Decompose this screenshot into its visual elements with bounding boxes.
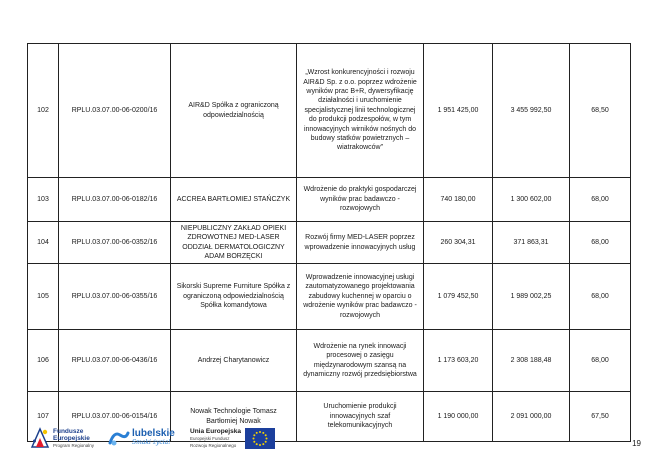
project-title: Wdrożenie na rynek innowacji procesowej o zasięgu międzynarodowym szansą na dynamiczny rozwój przedsiębiorstwa (297, 330, 424, 392)
page-number: 19 (632, 439, 641, 448)
beneficiary: Nowak Technologie Tomasz Bartłomiej Nowak (171, 392, 297, 442)
project-number: RPLU.03.07.00-06-0200/16 (59, 44, 171, 178)
project-title: Wprowadzenie innowacyjnej usługi zautomatyzowanego projektowania zabudowy kuchennej w oparciu o wdrożenie wyników prac badawczo - rozwojowych (297, 264, 424, 330)
funding-amount: 1 190 000,00 (424, 392, 493, 442)
beneficiary: ACCREA BARTŁOMIEJ STAŃCZYK (171, 178, 297, 222)
unia-europejska-logo (190, 428, 275, 449)
fe-line1: Fundusze (53, 427, 84, 435)
total-value: 1 989 002,25 (493, 264, 570, 330)
row-number: 103 (28, 178, 59, 222)
score: 68,50 (570, 44, 631, 178)
fe-emblem-icon (30, 427, 50, 449)
ue-line1: Unia Europejska (190, 428, 241, 435)
fundusze-europejskie-logo (30, 427, 94, 449)
ue-line2: Europejski Fundusz (190, 436, 230, 441)
total-value: 2 091 000,00 (493, 392, 570, 442)
projects-table (27, 43, 631, 442)
beneficiary: Sikorski Supreme Furniture Spółka z ograniczoną odpowiedzialnością Spółka komandytowa (171, 264, 297, 330)
table-row (28, 330, 631, 392)
beneficiary: AIR&D Spółka z ograniczoną odpowiedzialnością (171, 44, 297, 178)
beneficiary: Andrzej Charytanowicz (171, 330, 297, 392)
funding-amount: 1 173 603,20 (424, 330, 493, 392)
total-value: 2 308 188,48 (493, 330, 570, 392)
project-title: Rozwój firmy MED-LASER poprzez wprowadzenie innowacyjnych usług (297, 222, 424, 264)
score: 67,50 (570, 392, 631, 442)
project-title: Uruchomienie produkcji innowacyjnych szaf telekomunikacyjnych (297, 392, 424, 442)
funding-amount: 740 180,00 (424, 178, 493, 222)
score: 68,00 (570, 330, 631, 392)
project-number: RPLU.03.07.00-06-0436/16 (59, 330, 171, 392)
row-number: 104 (28, 222, 59, 264)
ue-line3: Rozwoju Regionalnego (190, 443, 237, 448)
project-number: RPLU.03.07.00-06-0154/16 (59, 392, 171, 442)
eu-flag-icon (245, 428, 275, 449)
score: 68,00 (570, 264, 631, 330)
project-number: RPLU.03.07.00-06-0182/16 (59, 178, 171, 222)
total-value: 371 863,31 (493, 222, 570, 264)
fe-line2: Europejskie (53, 434, 90, 442)
table-row (28, 178, 631, 222)
lubelskie-name: lubelskie (132, 428, 175, 439)
project-title: „Wzrost konkurencyjności i rozwoju AIR&D Sp. z o.o. poprzez wdrożenie wyników prac B+R, dywersyfikację działalności i uruchomienie specjalistycznej linii technologicznej do produkcji podzespołów, w tym innowacyjnych wirników nośnych do budowy statków powietrznych – wiatrakowców” (297, 44, 424, 178)
lubelskie-logo (108, 429, 175, 447)
funding-amount: 1 079 452,50 (424, 264, 493, 330)
fe-line3: Program Regionalny (53, 442, 95, 448)
project-number: RPLU.03.07.00-06-0355/16 (59, 264, 171, 330)
funding-amount: 260 304,31 (424, 222, 493, 264)
page-footer (0, 425, 665, 465)
lubelskie-tagline: Smaki życia! (132, 439, 171, 446)
lubelskie-emblem-icon (108, 429, 130, 447)
total-value: 3 455 992,50 (493, 44, 570, 178)
total-value: 1 300 602,00 (493, 178, 570, 222)
row-number: 106 (28, 330, 59, 392)
funding-amount: 1 951 425,00 (424, 44, 493, 178)
row-number: 105 (28, 264, 59, 330)
row-number: 107 (28, 392, 59, 442)
table-row (28, 222, 631, 264)
table-row (28, 44, 631, 178)
project-title: Wdrożenie do praktyki gospodarczej wyników prac badawczo - rozwojowych (297, 178, 424, 222)
beneficiary: NIEPUBLICZNY ZAKŁAD OPIEKI ZDROWOTNEJ MED-LASER ODDZIAŁ DERMATOLOGICZNY ADAM BORZĘCKI (171, 222, 297, 264)
score: 68,00 (570, 178, 631, 222)
score: 68,00 (570, 222, 631, 264)
table-row (28, 264, 631, 330)
project-number: RPLU.03.07.00-06-0352/16 (59, 222, 171, 264)
row-number: 102 (28, 44, 59, 178)
